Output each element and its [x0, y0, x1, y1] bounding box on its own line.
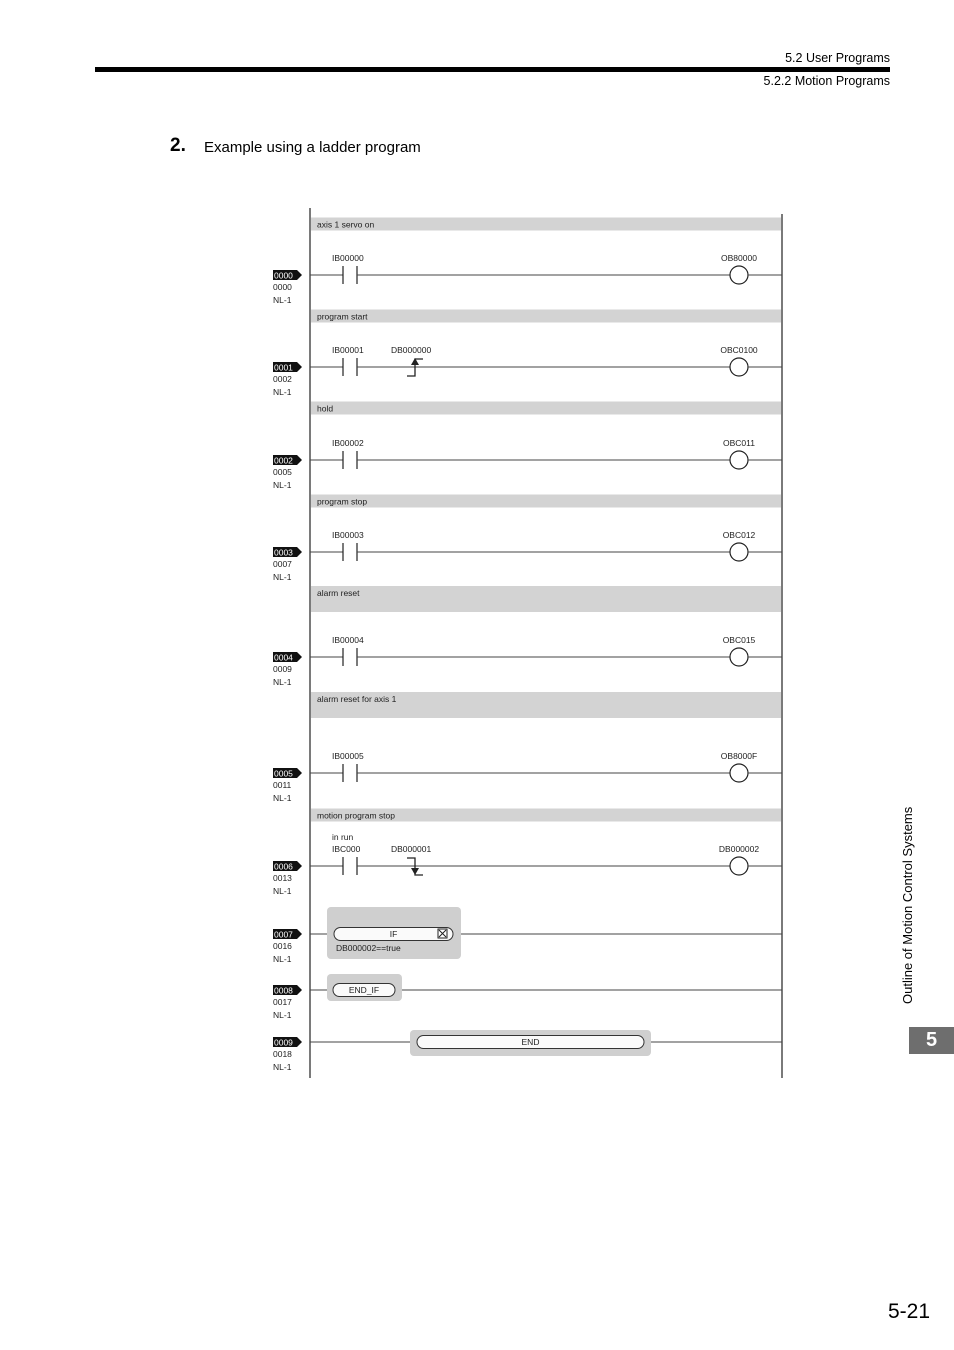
contact-address: IBC000: [332, 844, 361, 854]
line-number: 0009: [273, 664, 292, 674]
rung-comment-bar: [311, 402, 781, 415]
edge-address: DB000001: [391, 844, 432, 854]
line-number: 0016: [273, 941, 292, 951]
step-number: 2.: [170, 135, 186, 156]
instruction-condition: DB000002==true: [336, 943, 401, 953]
network-tag: NL-1: [273, 677, 292, 687]
header-section: 5.2 User Programs: [785, 51, 890, 65]
line-number: 0002: [273, 374, 292, 384]
coil-symbol: [730, 764, 748, 782]
falling-edge-arrow: [411, 868, 419, 875]
step-number-label: 0006: [274, 861, 293, 872]
step-number-label: 0009: [274, 1037, 293, 1048]
step-number-label: 0004: [274, 652, 293, 663]
instruction-label: END: [521, 1037, 540, 1047]
rung-comment: alarm reset: [317, 588, 360, 598]
network-tag: NL-1: [273, 1062, 292, 1072]
step-text: Example using a ladder program: [204, 139, 421, 156]
network-tag: NL-1: [273, 793, 292, 803]
coil-address: OBC012: [722, 530, 756, 540]
header-subsection: 5.2.2 Motion Programs: [763, 74, 890, 88]
rung-comment-bar: [311, 310, 781, 323]
page-number: 5-21: [887, 1300, 930, 1323]
coil-symbol: [730, 857, 748, 875]
instruction-label: END_IF: [348, 985, 380, 995]
side-label-text: Outline of Motion Control Systems: [900, 806, 915, 1004]
line-number: 0000: [273, 282, 292, 292]
rung-comment-bar: [311, 218, 781, 231]
line-number: 0017: [273, 997, 292, 1007]
contact-address: IB00004: [332, 635, 364, 645]
coil-address: OBC015: [722, 635, 756, 645]
rung-comment: axis 1 servo on: [317, 219, 375, 230]
rung-comment: program stop: [317, 496, 368, 507]
coil-symbol: [730, 451, 748, 469]
coil-symbol: [730, 543, 748, 561]
line-number: 0011: [273, 780, 292, 790]
step-number-label: 0003: [274, 547, 293, 558]
chapter-tab: 5: [909, 1027, 954, 1054]
coil-address: OBC011: [723, 438, 755, 448]
rung-comment: alarm reset for axis 1: [317, 694, 397, 704]
rung-comment-bar: [311, 586, 781, 612]
coil-address: OB8000F: [720, 751, 758, 761]
contact-address: IB00002: [332, 438, 364, 448]
coil-address: DB000002: [718, 844, 760, 854]
step-number-label: 0007: [274, 929, 293, 940]
step-number-label: 0005: [274, 768, 293, 779]
contact-address: IB00005: [332, 751, 364, 761]
contact-address: IB00001: [332, 345, 364, 355]
step-number-label: 0008: [274, 985, 293, 996]
line-number: 0018: [273, 1049, 292, 1059]
line-number: 0013: [273, 873, 292, 883]
coil-address: OBC0100: [720, 345, 758, 355]
network-tag: NL-1: [273, 480, 292, 490]
step-number-label: 0001: [274, 362, 293, 373]
rung-comment: motion program stop: [317, 810, 395, 821]
contact-comment: in run: [332, 832, 354, 842]
contact-address: IB00003: [332, 530, 364, 540]
rung-comment: program start: [317, 311, 368, 322]
coil-symbol: [730, 358, 748, 376]
contact-address: IB00000: [332, 253, 364, 263]
network-tag: NL-1: [273, 387, 292, 397]
coil-address: OB80000: [721, 253, 757, 263]
rung-comment-bar: [311, 495, 781, 508]
rung-comment: hold: [317, 403, 334, 414]
network-tag: NL-1: [273, 295, 292, 305]
network-tag: NL-1: [273, 572, 292, 582]
network-tag: NL-1: [273, 954, 292, 964]
network-tag: NL-1: [273, 1010, 292, 1020]
coil-symbol: [730, 648, 748, 666]
coil-symbol: [730, 266, 748, 284]
line-number: 0005: [273, 467, 292, 477]
network-tag: NL-1: [273, 886, 292, 896]
edge-address: DB000000: [391, 345, 432, 355]
line-number: 0007: [273, 559, 292, 569]
step-number-label: 0002: [274, 455, 293, 466]
step-number-label: 0000: [274, 270, 293, 281]
instruction-label: IF: [389, 929, 398, 939]
